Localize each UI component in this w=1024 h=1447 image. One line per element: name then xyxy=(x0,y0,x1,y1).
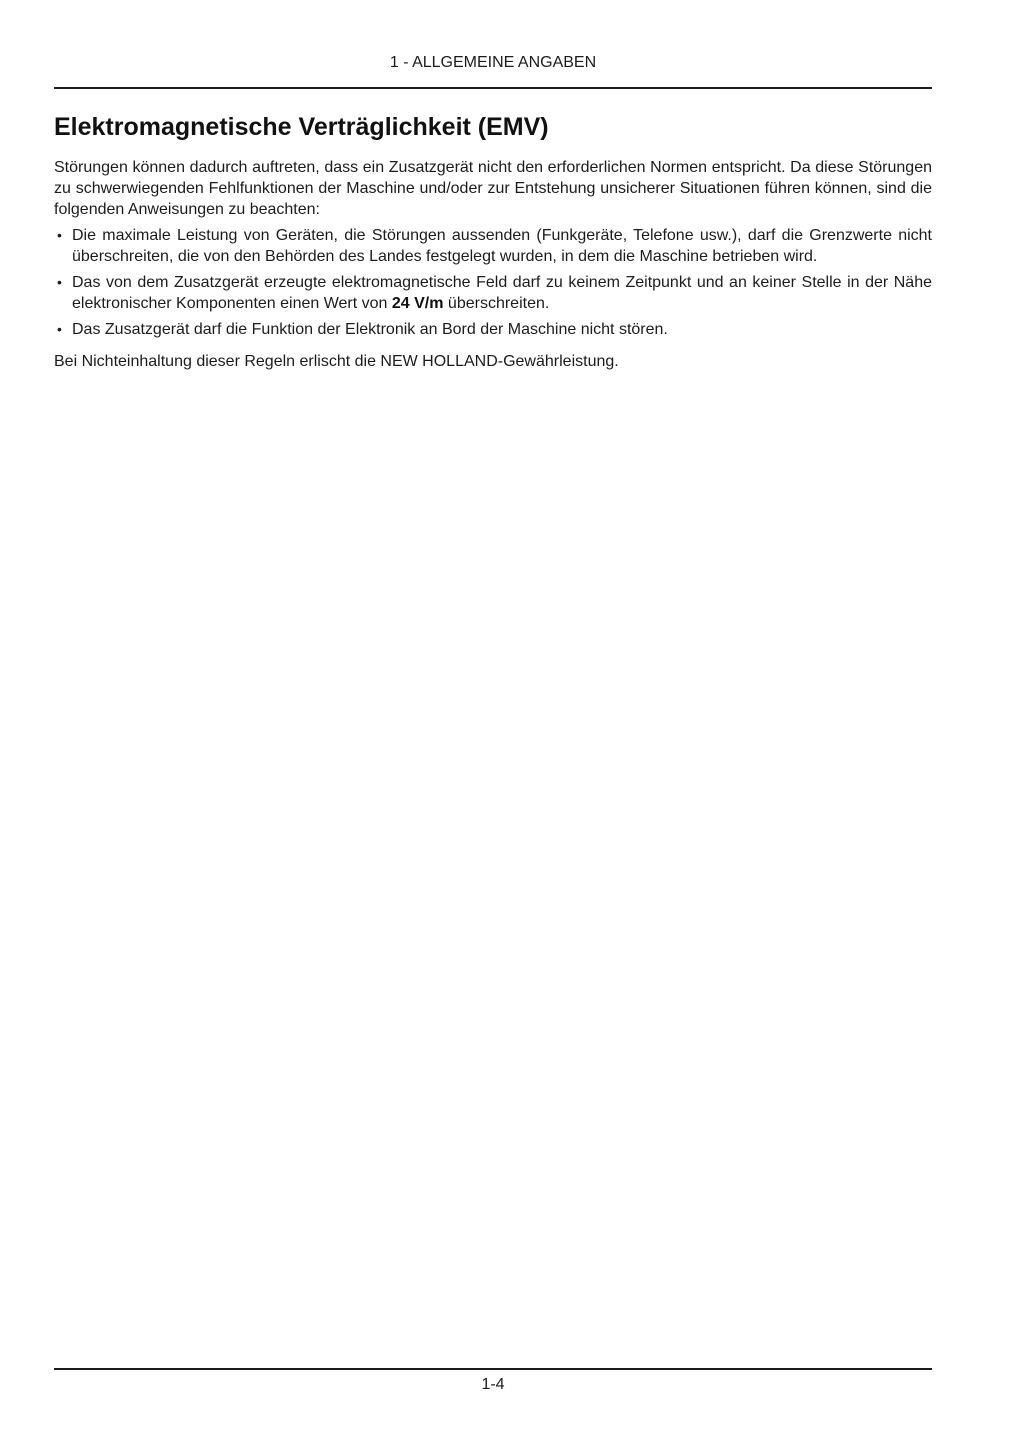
running-header xyxy=(54,0,932,73)
list-item xyxy=(54,225,932,267)
closing-paragraph: Bei Nichteinhaltung dieser Regeln erlischt die NEW HOLLAND-Gewährleistung. xyxy=(54,353,619,370)
intro-paragraph: Störungen können dadurch auftreten, dass ein Zusatzgerät nicht den erforderlichen Normen entspricht. Da diese Störungen zu schwerwiegenden Fehlfunktionen der Maschine und/oder zur Entstehung unsicherer Situationen führen können, sind die folgenden Anweisungen zu beachten: xyxy=(54,159,932,218)
header-divider xyxy=(54,87,932,89)
bullet-icon: • xyxy=(57,227,62,243)
list-item-text xyxy=(72,272,932,314)
list-item-text-segment: überschreiten. xyxy=(443,295,550,312)
list-item-text-segment: Das von dem Zusatzgerät erzeugte elektromagnetische Feld darf zu keinem Zeitpunkt und an keiner Stelle in der Nähe elektronischer Komponenten einen Wert von xyxy=(72,274,932,312)
page-content xyxy=(54,0,932,372)
section-title: Elektromagnetische Verträglichkeit (EMV) xyxy=(54,113,549,141)
bullet-list xyxy=(54,225,932,340)
list-item-text: Das Zusatzgerät darf die Funktion der Elektronik an Bord der Maschine nicht stören. xyxy=(72,321,668,338)
list-item xyxy=(54,272,932,314)
emphasized-value: 24 V/m xyxy=(391,295,444,312)
list-item-text: Die maximale Leistung von Geräten, die Störungen aussenden (Funkgeräte, Telefone usw.), darf die Grenzwerte nicht überschreiten, die von den Behörden des Landes festgelegt wurden, in dem die Maschine betrieben wird. xyxy=(72,227,932,265)
chapter-header-label: 1 - ALLGEMEINE ANGABEN xyxy=(389,54,597,71)
page-footer xyxy=(54,1368,932,1395)
list-item xyxy=(54,319,932,340)
bullet-icon: • xyxy=(57,321,62,337)
page-number: 1-4 xyxy=(481,1376,505,1393)
bullet-icon: • xyxy=(57,274,62,290)
footer-divider xyxy=(54,1368,932,1370)
